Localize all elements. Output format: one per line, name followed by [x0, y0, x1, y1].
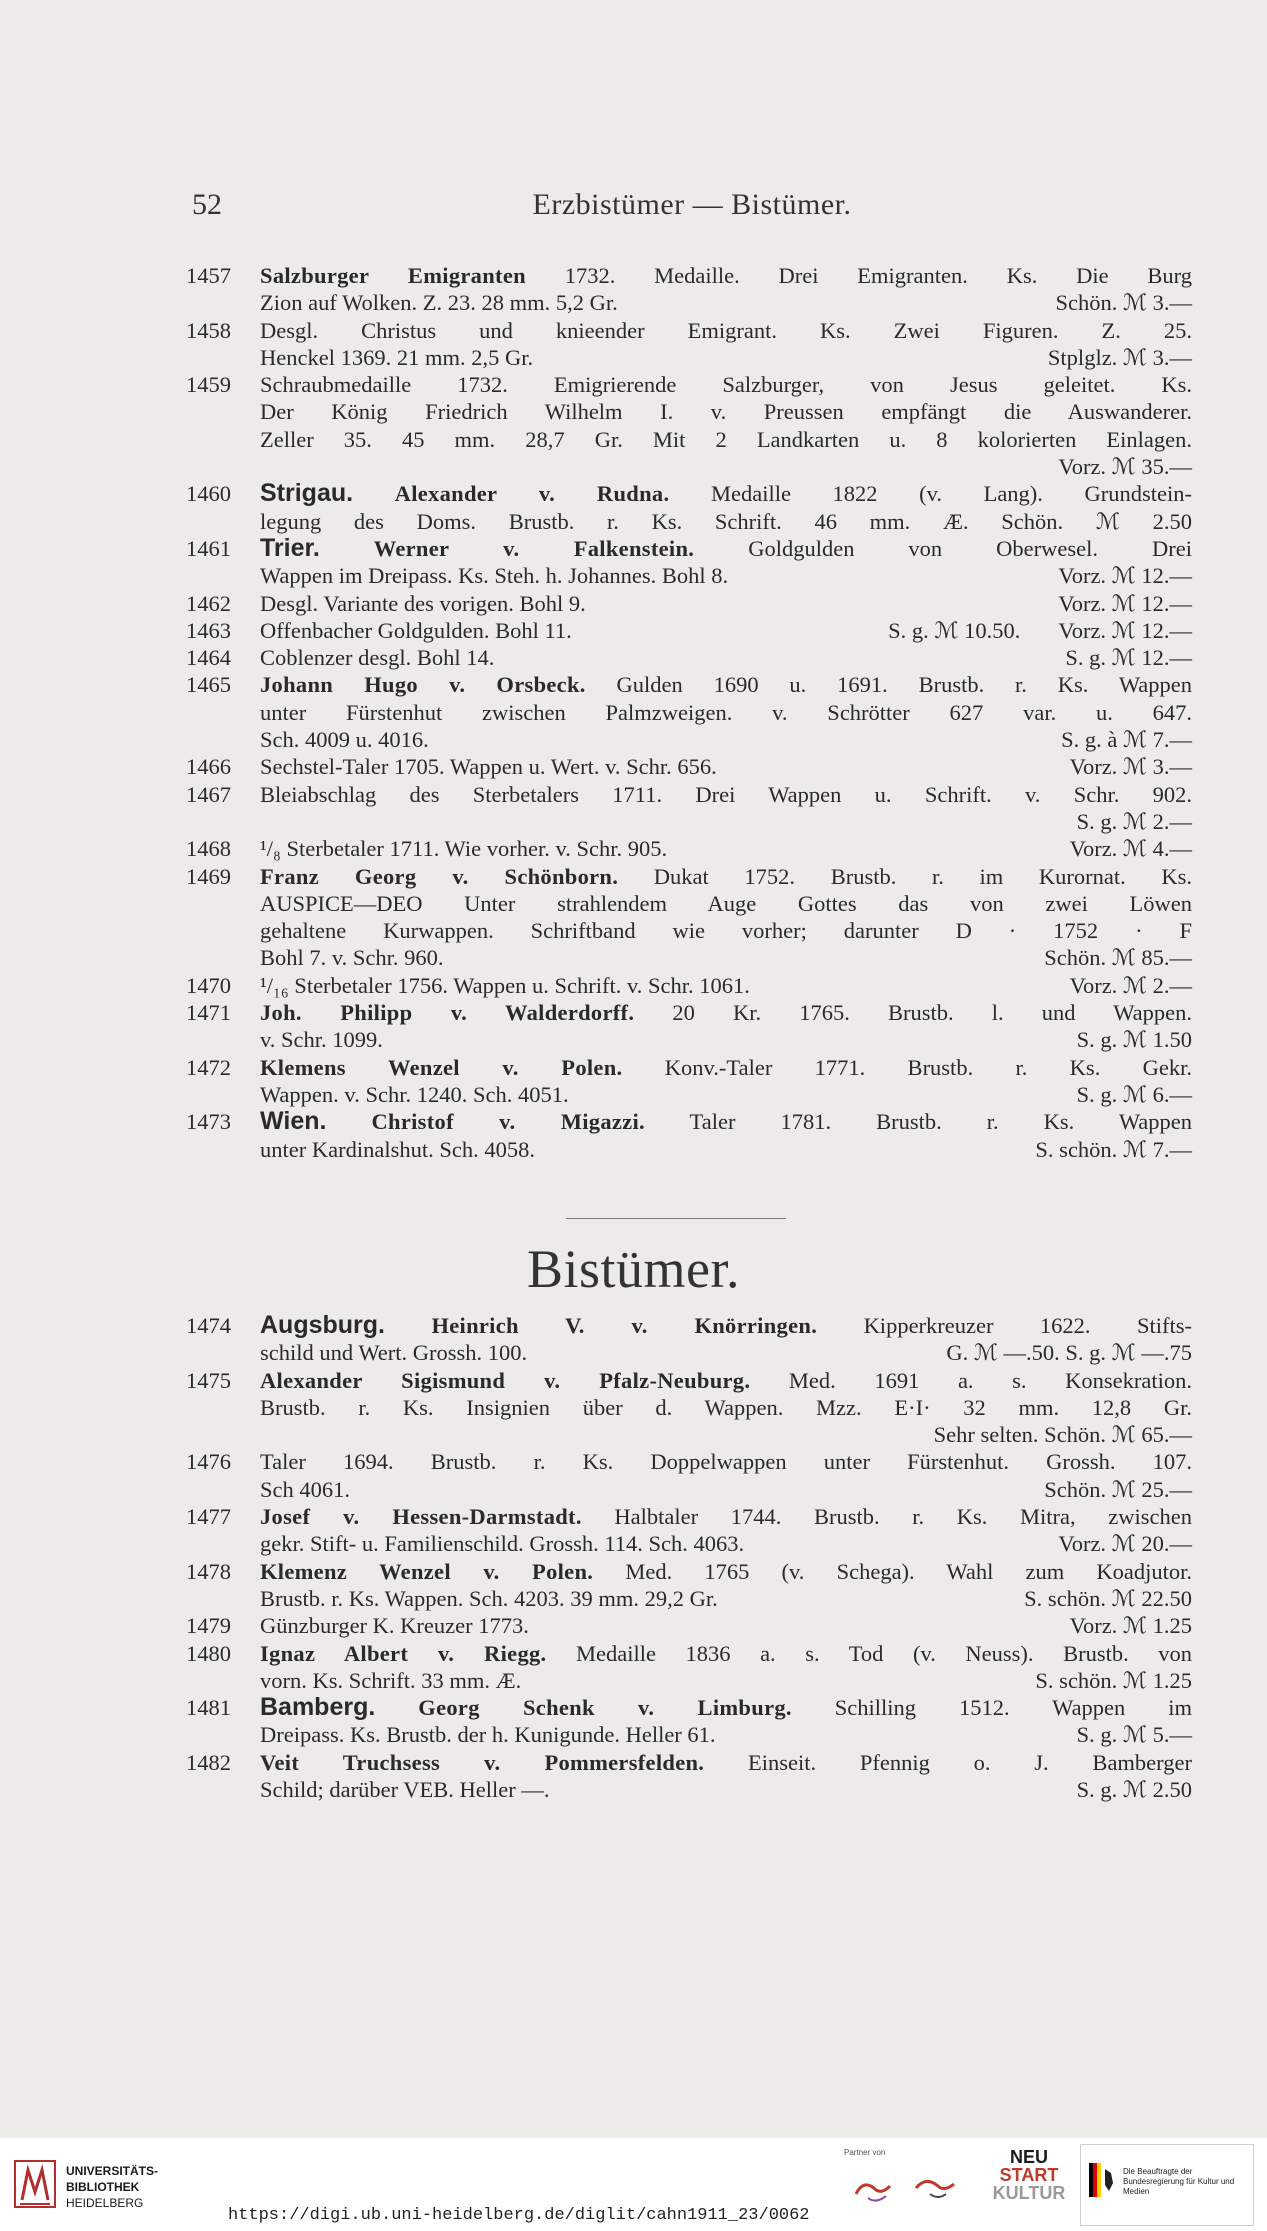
- entry-text: Konv.-Taler 1771. Brustb. r. Ks. Gekr.: [622, 1054, 1192, 1080]
- entry-name: Werner v. Falkenstein.: [373, 535, 695, 561]
- list-item: [186, 317, 1192, 372]
- entry-text: ¹/₁₆ Sterbetaler 1756. Wappen u. Schrift. v. Schr. 1061.: [260, 972, 750, 998]
- entry-price: S. g. ℳ 2.—: [1076, 808, 1192, 834]
- entry-name: Johann Hugo v. Orsbeck.: [260, 672, 586, 698]
- entry-text: Einseit. Pfennig o. J. Bamberger: [704, 1749, 1192, 1775]
- partner-bird-logo-icon[interactable]: [846, 2164, 966, 2214]
- logo-word-3: KULTUR: [992, 2183, 1066, 2203]
- entry-text: Goldgulden von Oberwesel. Drei: [694, 535, 1192, 561]
- entry-number: 1459: [186, 372, 231, 398]
- list-item: [186, 1612, 1192, 1639]
- entry-number: 1458: [186, 317, 231, 343]
- entry-name: Josef v. Hessen-Darmstadt.: [260, 1504, 582, 1530]
- entry-text: 1732. Medaille. Drei Emigranten. Ks. Die Burg: [525, 263, 1192, 288]
- entry-text: Kipperkreuzer 1622. Stifts-: [817, 1313, 1192, 1338]
- list-item: [186, 863, 1192, 972]
- entry-number: 1481: [186, 1695, 231, 1721]
- list-item: [186, 1108, 1192, 1163]
- entry-price: S. g. ℳ 2.50: [1076, 1777, 1192, 1803]
- entry-text: Bohl 7. v. Schr. 960.: [260, 945, 444, 971]
- university-seal-icon: [14, 2160, 56, 2208]
- entry-price: S. g. ℳ 5.—: [1076, 1722, 1192, 1748]
- entry-price: Vorz. ℳ 12.—: [1058, 617, 1192, 643]
- library-name-3: HEIDELBERG: [66, 2196, 144, 2210]
- entry-number: 1475: [186, 1367, 231, 1393]
- list-item: [186, 835, 1192, 862]
- entry-text: v. Schr. 1099.: [260, 1027, 383, 1053]
- entry-text: Bleiabschlag des Sterbetalers 1711. Drei Wappen u. Schrift. v. Schr. 902.: [260, 781, 1192, 807]
- entry-price: G. ℳ —.50. S. g. ℳ —.75: [946, 1340, 1192, 1366]
- entry-price: Schön. ℳ 25.—: [1044, 1476, 1192, 1502]
- entry-place: Augsburg.: [260, 1311, 385, 1339]
- entry-text: AUSPICE—DEO Unter strahlendem Auge Gottes das von zwei Löwen: [260, 890, 1192, 916]
- partner-label: Partner von: [844, 2148, 886, 2157]
- entry-number: 1479: [186, 1613, 231, 1639]
- entry-name: Joh. Philipp v. Walderdorff.: [260, 1000, 635, 1026]
- entries-bistuemer: [186, 1312, 1192, 1803]
- list-item: [186, 1694, 1192, 1749]
- library-name-2: BIBLIOTHEK: [66, 2180, 140, 2194]
- page-number: 52: [192, 188, 222, 221]
- entry-number: 1463: [186, 617, 231, 643]
- entry-text: gehaltene Kurwappen. Schriftband wie vorher; darunter D · 1752 · F: [260, 918, 1192, 944]
- entry-text: 20 Kr. 1765. Brustb. l. und Wappen.: [634, 1000, 1192, 1026]
- list-item: [186, 1448, 1192, 1503]
- entry-text: vorn. Ks. Schrift. 33 mm. Æ.: [260, 1667, 522, 1693]
- entry-text: Medaille 1822 (v. Lang). Grundstein-: [669, 481, 1192, 507]
- entry-price: S. g. ℳ 12.—: [1065, 645, 1192, 671]
- entry-number: 1467: [186, 781, 231, 807]
- entry-name: Franz Georg v. Schönborn.: [260, 863, 619, 889]
- entry-name: Georg Schenk v. Limburg.: [418, 1695, 792, 1721]
- entry-name: Alexander v. Rudna.: [394, 481, 670, 507]
- entry-text: Taler 1694. Brustb. r. Ks. Doppelwappen unter Fürstenhut. Grossh. 107.: [260, 1449, 1192, 1475]
- entry-name: Christof v. Migazzi.: [371, 1109, 645, 1135]
- bkm-text: Die Beauftragte der Bundesregierung für Kultur und Medien: [1123, 2167, 1235, 2196]
- entry-text: ¹/₈ Sterbetaler 1711. Wie vorher. v. Schr. 905.: [260, 836, 668, 862]
- logo-word-2: START: [999, 2165, 1059, 2185]
- entry-text: Gulden 1690 u. 1691. Brustb. r. Ks. Wappen: [585, 672, 1192, 698]
- entry-number: 1480: [186, 1640, 231, 1666]
- entry-text: Zeller 35. 45 mm. 28,7 Gr. Mit 2 Landkarten u. 8 kolorierten Einlagen.: [260, 426, 1192, 452]
- entry-text: Desgl. Variante des vorigen. Bohl 9.: [260, 590, 586, 616]
- entry-text: unter Kardinalshut. Sch. 4058.: [260, 1136, 535, 1162]
- entry-number: 1471: [186, 1000, 231, 1026]
- entry-name: Ignaz Albert v. Riegg.: [260, 1640, 547, 1666]
- entry-price: Stplglz. ℳ 3.—: [1047, 344, 1192, 370]
- federal-eagle-icon: [1089, 2163, 1115, 2197]
- entry-text: Medaille 1836 a. s. Tod (v. Neuss). Brustb. von: [546, 1640, 1192, 1666]
- entry-price: S. g. ℳ 10.50.: [888, 617, 1021, 643]
- entry-price: Vorz. ℳ 12.—: [1058, 590, 1192, 616]
- entry-number: 1472: [186, 1054, 231, 1080]
- neustart-kultur-logo[interactable]: [990, 2148, 1068, 2202]
- entry-text: Offenbacher Goldgulden. Bohl 11.: [260, 617, 572, 643]
- entry-price: Sehr selten. Schön. ℳ 65.—: [933, 1422, 1192, 1448]
- entry-price: Vorz. ℳ 1.25: [1069, 1613, 1192, 1639]
- permalink-url[interactable]: https://digi.ub.uni-heidelberg.de/diglit/cahn1911_23/0062: [228, 2206, 810, 2225]
- entry-text: Taler 1781. Brustb. r. Ks. Wappen: [644, 1109, 1193, 1135]
- entry-place: Wien.: [260, 1107, 327, 1136]
- entry-text: Sch. 4009 u. 4016.: [260, 727, 429, 753]
- entry-price: Vorz. ℳ 4.—: [1069, 836, 1192, 862]
- entry-text: Schilling 1512. Wappen im: [791, 1695, 1192, 1721]
- entry-price: Schön. ℳ 85.—: [1044, 945, 1192, 971]
- entry-text: Dukat 1752. Brustb. r. im Kurornat. Ks.: [618, 863, 1192, 889]
- entry-text: Sch 4061.: [260, 1476, 350, 1502]
- entry-number: 1465: [186, 672, 231, 698]
- bkm-logo[interactable]: [1080, 2144, 1254, 2226]
- entry-text: Wappen im Dreipass. Ks. Steh. h. Johannes. Bohl 8.: [260, 563, 729, 589]
- list-item: [186, 1503, 1192, 1558]
- entry-text: unter Fürstenhut zwischen Palmzweigen. v. Schrötter 627 var. u. 647.: [260, 699, 1192, 725]
- entry-text: Günzburger K. Kreuzer 1773.: [260, 1613, 529, 1639]
- entry-text: Schraubmedaille 1732. Emigrierende Salzburger, von Jesus geleitet. Ks.: [260, 372, 1192, 398]
- entry-number: 1466: [186, 754, 231, 780]
- entry-text: Dreipass. Ks. Brustb. der h. Kunigunde. Heller 61.: [260, 1722, 716, 1748]
- entry-number: 1461: [186, 535, 231, 561]
- entry-number: 1464: [186, 645, 231, 671]
- entry-place: Strigau.: [260, 479, 354, 508]
- entry-price: S. g. à ℳ 7.—: [1061, 727, 1192, 753]
- entry-name: Heinrich V. v. Knörringen.: [431, 1313, 818, 1338]
- entry-number: 1477: [186, 1504, 231, 1530]
- entry-name: Veit Truchsess v. Pommersfelden.: [260, 1749, 705, 1775]
- entry-price: Vorz. ℳ 2.—: [1069, 972, 1192, 998]
- entry-text: Zion auf Wolken. Z. 23. 28 mm. 5,2 Gr.: [260, 290, 618, 316]
- logo-word-1: NEU: [1009, 2147, 1048, 2167]
- entry-text: Med. 1765 (v. Schega). Wahl zum Koadjutor.: [593, 1558, 1192, 1584]
- library-logo[interactable]: [14, 2156, 174, 2216]
- entry-number: 1468: [186, 836, 231, 862]
- entry-text: Desgl. Christus und knieender Emigrant. Ks. Zwei Figuren. Z. 25.: [260, 317, 1192, 343]
- entry-number: 1470: [186, 972, 231, 998]
- list-item: [186, 617, 1192, 644]
- entry-text: legung des Doms. Brustb. r. Ks. Schrift. 46 mm. Æ. Schön. ℳ 2.50: [260, 508, 1192, 534]
- entry-text: Brustb. r. Ks. Insignien über d. Wappen. Mzz. E·I· 32 mm. 12,8 Gr.: [260, 1394, 1192, 1420]
- list-item: [186, 371, 1192, 480]
- entry-number: 1460: [186, 481, 231, 507]
- entry-place: Trier.: [260, 533, 320, 562]
- page-title: Erzbistümer — Bistümer.: [532, 188, 852, 221]
- list-item: [186, 644, 1192, 671]
- entry-price: S. schön. ℳ 7.—: [1035, 1136, 1192, 1162]
- entry-number: 1478: [186, 1558, 231, 1584]
- entry-text: Halbtaler 1744. Brustb. r. Ks. Mitra, zwischen: [581, 1504, 1192, 1530]
- library-name-1: UNIVERSITÄTS-: [66, 2164, 159, 2178]
- list-item: [186, 781, 1192, 836]
- list-item: [186, 999, 1192, 1054]
- entry-number: 1457: [186, 263, 231, 288]
- entry-price: S. g. ℳ 6.—: [1076, 1081, 1192, 1107]
- entry-number: 1469: [186, 863, 231, 889]
- entry-place: Bamberg.: [260, 1693, 376, 1722]
- entry-text: Wappen. v. Schr. 1240. Sch. 4051.: [260, 1081, 569, 1107]
- list-item: [186, 1558, 1192, 1613]
- entry-name: Alexander Sigismund v. Pfalz-Neuburg.: [260, 1367, 751, 1393]
- entry-price: Vorz. ℳ 3.—: [1069, 754, 1192, 780]
- entry-text: Brustb. r. Ks. Wappen. Sch. 4203. 39 mm. 29,2 Gr.: [260, 1585, 718, 1611]
- entries-erzbistuemer: [186, 262, 1192, 1163]
- list-item: [186, 1367, 1192, 1449]
- list-item: [186, 1054, 1192, 1109]
- entry-name: Klemens Wenzel v. Polen.: [260, 1054, 623, 1080]
- entry-text: Sechstel-Taler 1705. Wappen u. Wert. v. Schr. 656.: [260, 754, 717, 780]
- entry-text: Med. 1691 a. s. Konsekration.: [750, 1367, 1192, 1393]
- list-item: [186, 1640, 1192, 1695]
- list-item: [186, 671, 1192, 753]
- entry-number: 1473: [186, 1109, 231, 1135]
- section-title: Bistümer.: [526, 1239, 740, 1299]
- entry-text: Henckel 1369. 21 mm. 2,5 Gr.: [260, 344, 534, 370]
- entry-text: schild und Wert. Grossh. 100.: [260, 1340, 528, 1366]
- entry-number: 1462: [186, 590, 231, 616]
- entry-text: Coblenzer desgl. Bohl 14.: [260, 645, 495, 671]
- entry-price: S. schön. ℳ 1.25: [1035, 1667, 1192, 1693]
- list-item: [186, 535, 1192, 590]
- entry-price: Vorz. ℳ 35.—: [1058, 454, 1192, 480]
- entry-price: S. g. ℳ 1.50: [1076, 1027, 1192, 1053]
- entry-name: Salzburger Emigranten: [260, 263, 526, 288]
- entry-price: S. schön. ℳ 22.50: [1024, 1585, 1192, 1611]
- footer-bar: [0, 2138, 1267, 2231]
- entry-text: Schild; darüber VEB. Heller —.: [260, 1777, 550, 1803]
- entry-number: 1474: [186, 1313, 231, 1338]
- entry-text: gekr. Stift- u. Familienschild. Grossh. 114. Sch. 4063.: [260, 1531, 745, 1557]
- list-item: [186, 590, 1192, 617]
- list-item: [186, 753, 1192, 780]
- list-item: [186, 1749, 1192, 1804]
- entry-price: Vorz. ℳ 20.—: [1058, 1531, 1192, 1557]
- list-item: [186, 972, 1192, 999]
- entry-number: 1476: [186, 1449, 231, 1475]
- list-item: [186, 1312, 1192, 1367]
- list-item: [186, 480, 1192, 535]
- list-item: [186, 262, 1192, 317]
- section-divider: [566, 1218, 786, 1219]
- entry-price: Vorz. ℳ 12.—: [1058, 563, 1192, 589]
- entry-number: 1482: [186, 1749, 231, 1775]
- entry-name: Klemenz Wenzel v. Polen.: [260, 1558, 594, 1584]
- entry-text: Der König Friedrich Wilhelm I. v. Preussen empfängt die Auswanderer.: [260, 399, 1192, 425]
- entry-price: Schön. ℳ 3.—: [1055, 290, 1192, 316]
